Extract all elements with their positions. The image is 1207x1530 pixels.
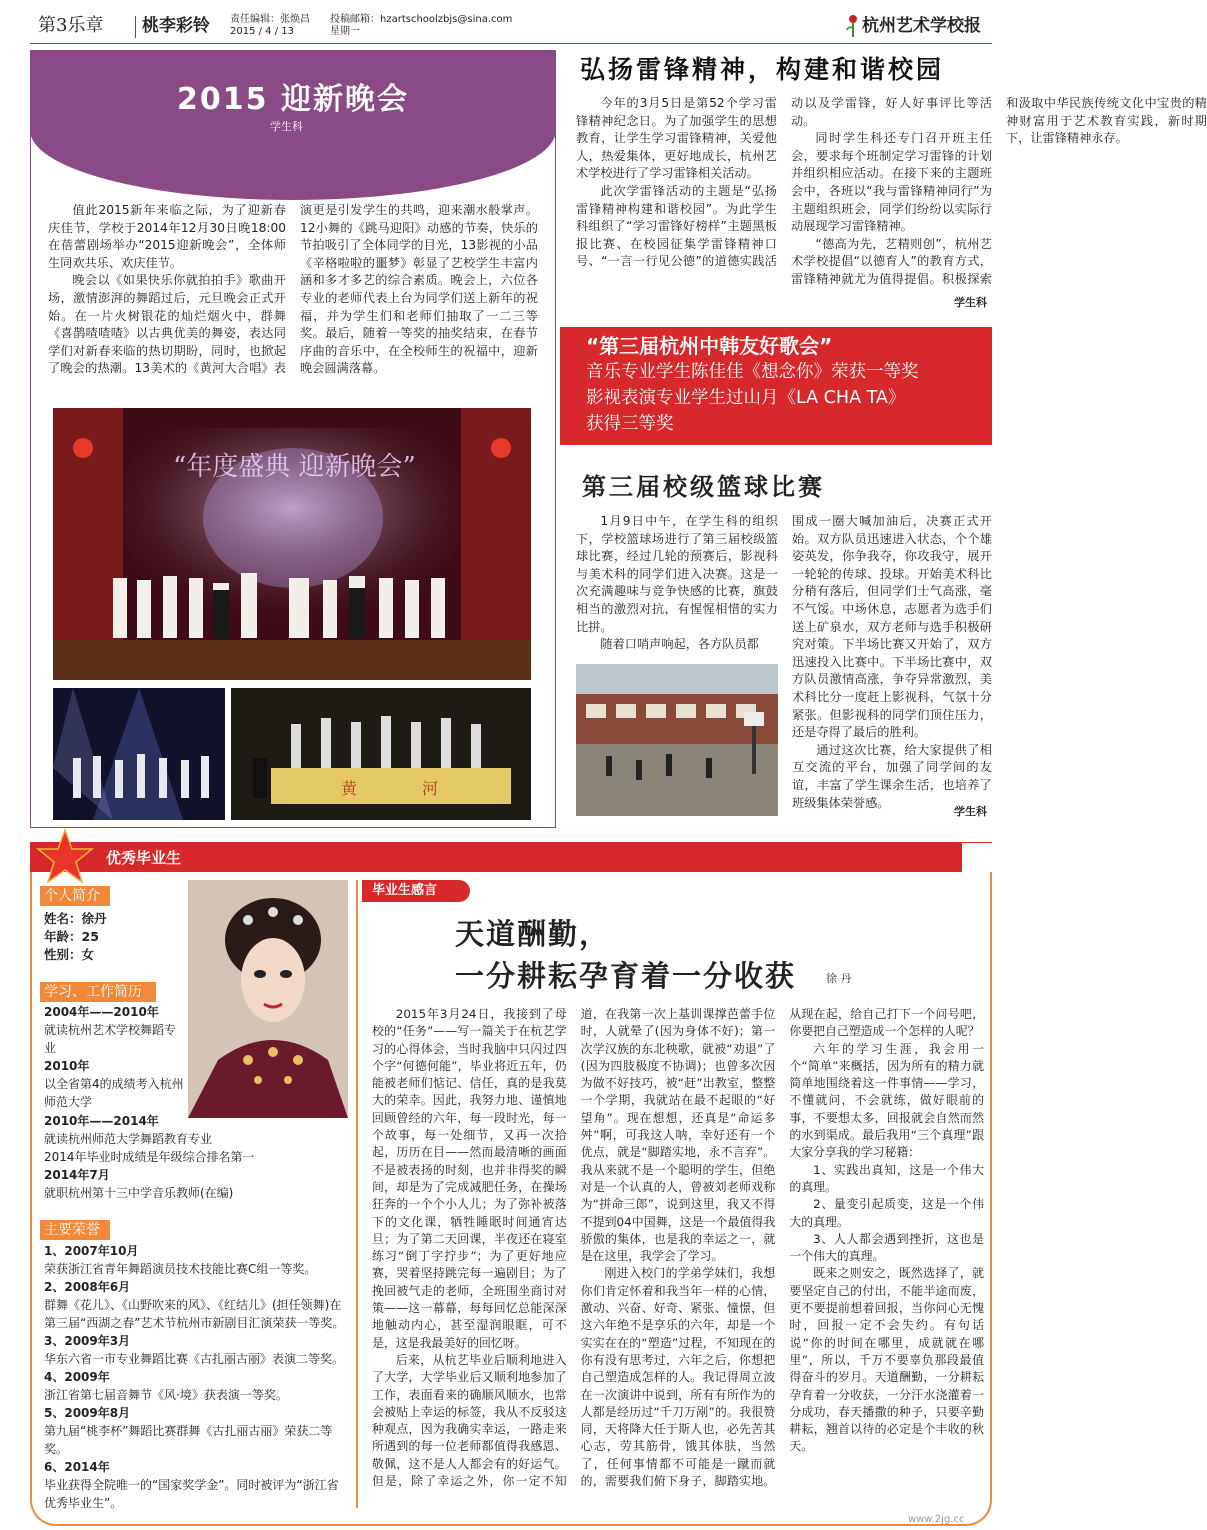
school-name: 杭州艺术学校报 [862, 16, 981, 36]
basketball-col2: 围成一圈大喊加油后，决赛正式开始。双方队员迅速进入状态，个个雄姿英发，你争我夺，你攻我守，展开一轮轮的传球、投球。开始美术科比分稍有落后，但同学们士气高涨，毫不气馁。中场休息，志愿者为选手们送上矿泉水，双方老师与选手积极研究对策。下半场比赛又开始了，双方迅速投入比赛中。下半场比赛中，双方队员激情高涨，争夺异常激烈，美术科比分一度赶上影视科，气氛十分紧张。但影视科的同学们顶住压力，还是夺得了最后的胜利。 通过这次比赛，给大家提供了相互交流的平台，加强了同学间的友谊，丰富了学生课余生活，也培养了班级集体荣誉感。 [792, 514, 992, 810]
divider-line [135, 16, 136, 38]
gala-stage-photo [53, 408, 531, 680]
basketball-col1: 1月9日中午，在学生科的组织下，学校篮球场进行了第三届校级篮球比赛，经过几轮的预赛后，影视科与美术科的同学们进入决赛。这是一次充满趣味与竞争快感的比赛，旗鼓相当的激烈对抗，有惺惺相惜的实力比拼。 随着口哨声响起，各方队员都 [576, 514, 778, 652]
newyear-byline: 学生科 [270, 120, 303, 133]
gala-yellow-river-photo [231, 688, 531, 820]
leifeng-byline: 学生科 [954, 296, 987, 309]
basketball-photo [576, 664, 778, 816]
history-list-continued: 2010年——2014年 就读杭州师范大学舞蹈教育专业 2014年毕业时成绩是年级综合排名第一 2014年7月 就职杭州第十三中学音乐教师(在编) [44, 1114, 255, 1200]
editor-info: 责任编辑：张焕昌 2015 / 4 / 13 [230, 14, 310, 37]
essay-title-1: 天道酬勤， [455, 917, 611, 951]
profile-head: 个人简介 [40, 886, 110, 906]
essay-body: 2015年3月24日，我接到了母校的“任务”——写一篇关于在杭艺学习的心得体会，当时我脑中只闪过四个字“何德何能”，毕业将近五年，仍能被老师们惦记、信任，真的是我莫大的荣幸。因此，我努力地、谨慎地回顾曾经的六年，每一段时光，每一个故事，每一处细节，又再一次拾起，历历在目——然而最清晰的画面不是被表扬的时刻，也并非得奖的瞬间，却是为了完成减肥任务，在操场狂奔的一个个小人儿；为了弥补被落下的文化课，牺牲睡眠时间通宵达旦；为了第二天回课，半夜还在寝室练习“倒丁字拧步”；为了更好地应赛，哭着坚持跳完每一遍剧目；为了挽回被气走的老师，全班围坐商讨对策——这一幕幕，每每回忆总能深深地触动内心，甚至湿润眼眶，可不是，这是我最美好的回忆呀。 后来，从杭艺毕业后顺利地进入了大学，大学毕业后又顺利地参加了工作，表面看来的确顺风顺水，也常会被贴上幸运的标签，我从不反驳这种观点，因为我确实幸运，一路走来所遇到的每一位老师都值得我感恩、敬佩，这不是人人都会有的好运气。但是，除了幸运之外，你一定不知道，在我第一次上基训课撑芭蕾手位时，人就晕了(因为身体不好)；第一次学汉族的东北秧歌，就被“劝退”了(因为四肢极度不协调)；也曾多次因为做不好技巧，被“赶”出教室，整整一个学期，我就站在最不起眼的“好望角”。现在想想，还真是“命运多舛”啊，可我这人呐，幸好还有一个优点，就是“脚踏实地，永不言弃”。我从来就不是一个聪明的学生，但绝对是一个认真的人，曾被刘老师戏称为“拼命三郎”，说到这里，我又不得不提到04中国舞，这是一个最值得我骄傲的集体，也是我的幸运之一，就是在这里，我学会了学习。 刚进入校门的学弟学妹们，我想你们肯定怀着和我当年一样的心情，激动、兴奋、好奇、紧张、憧憬，但这六年绝不是享乐的六年，却是一个实实在在的“塑造”过程，不知现在的你有没有思考过，六年之后，你想把自己塑造成怎样的人。我记得周立波在一次演讲中说到，所有有所作为的人都是经历过“千刀万剐”的。我很赞同，天将降大任于斯人也，必先苦其心志，劳其筋骨，饿其体肤，当然了，任何事情都不可能是一蹴而就的，需要我们俯下身子，脚踏实地。从现在起，给自己打下一个问号吧，你要把自己塑造成一个怎样的人呢？ 六年的学习生涯，我会用一个“简单”来概括，因为所有的精力就简单地围绕着这一件事情——学习，不懂就问，不会就练，做好眼前的事，不要想太多，回报就会自然而然的水到渠成。最后我用“三个真理”跟大家分享我的学习秘籍： 1、实践出真知，这是一个伟大的真理。 2、量变引起质变，这是一个伟大的真理。 3、人人都会遇到挫折，这也是一个伟大的真理。 既来之则安之，既然选择了，就要坚定自己的付出，不能半途而废，更不要提前想着回报，当你问心无愧时，回报一定不会失约。有句话说“你的时间在哪里，成就就在哪里”，所以，千万不要辜负那段最值得奋斗的岁月。天道酬勤，一分耕耘孕育着一分收获，一分汗水浇灌着一分成功，春天播撒的种子，只要辛勤耕耘，翘首以待的必定是个丰收的秋天。 [372, 1007, 984, 1489]
graduate-section-bar-tail [962, 842, 992, 872]
honor-list: 1、2007年10月 荣获浙江省青年舞蹈演员技术技能比赛C组一等奖。 2、2008年6月 群舞《花儿》、《山野吹来的风》、《红结儿》(担任领舞)在第三届“西湖之春”艺术节杭州市新剧目汇演荣获一等奖。 3、2009年3月 华东六省一市专业舞蹈比赛《古扎丽古丽》表演二等奖。 4、2009年 浙江省第七届音舞节《风·境》获表演一等奖。 5、2009年8月 第九届“桃李杯”舞蹈比赛群舞《古扎丽古丽》荣获二等奖。 6、2014年 毕业获得全院唯一的“国家奖学金”。同时被评为“浙江省优秀毕业生”。 [44, 1244, 345, 1510]
gala-banner-text: “年度盛典 迎新晚会” [173, 452, 416, 482]
korea-title: “第三届杭州中韩友好歌会” [586, 334, 833, 358]
column-name: 桃李彩铃 [142, 16, 210, 36]
star-icon [36, 828, 94, 886]
leifeng-title: 弘扬雷锋精神，构建和谐校园 [580, 55, 945, 84]
honor-head: 主要荣誉 [40, 1220, 110, 1240]
newyear-title: 2015 迎新晚会 [177, 82, 409, 117]
korea-award-banner [560, 327, 992, 445]
section-number: 第3乐章 [38, 15, 104, 36]
korea-line-2: 影视表演专业学生过山月《LA CHA TA》 [586, 388, 906, 408]
watermark: www.2jg.cc [908, 1514, 965, 1525]
basketball-title: 第三届校级篮球比赛 [582, 472, 825, 501]
yellow-river-scroll-text: 黄 河 [341, 779, 469, 798]
korea-line-1: 音乐专业学生陈佳佳《想念你》荣获一等奖 [586, 362, 919, 382]
graduate-portrait-photo [188, 880, 348, 1118]
history-head: 学习、工作简历 [40, 982, 156, 1002]
basketball-byline: 学生科 [954, 805, 987, 818]
essay-title-2: 一分耕耘孕育着一分收获 [455, 959, 797, 993]
newyear-article: 值此2015新年来临之际，为了迎新春庆佳节，学校于2014年12月30日晚18:00在蓓蕾剧场举办“2015迎新晚会”，全体师生同欢共乐、欢庆佳节。 晚会以《如果快乐你就拍拍手》歌曲开场，激情澎湃的舞蹈过后，元旦晚会正式开始。在一片火树银花的灿烂烟火中，群舞《喜鹊喳喳喳》以古典优美的舞姿，表达同学们对新春来临的热切期盼，同时，也掀起了晚会的热潮。13美术的《黄河大合唱》表演更是引发学生的共鸣，迎来潮水般掌声。12小舞的《跳马迎阳》动感的节奏，快乐的节拍吸引了全体同学的目光，13影视的小品《辛格啦啦的噩梦》彰显了艺校学生丰富内涵和多才多艺的综合素质。晚会上，六位各专业的老师代表上台为同学们送上新年的祝福，并为学生们和老师们抽取了一二三等奖。最后，随着一等奖的抽奖结束，在春节序曲的音乐中，在全校师生的祝福中，迎新晚会圆满落幕。 [48, 203, 538, 376]
leifeng-article: 今年的3月5日是第52个学习雷锋精神纪念日。为了加强学生的思想教育，让学生学习雷锋精神，关爱他人，热爱集体，更好地成长，杭州艺术学校进行了学习雷锋相关活动。 此次学雷锋活动的主题是“弘扬雷锋精神构建和谐校园”。为此学生科组织了“学习雷锋好榜样”主题黑板报比赛、在校园征集学雷锋精神口号、“一言一行见公德”的道德实践活动以及学雷锋，好人好事评比等活动。 同时学生科还专门召开班主任会，要求每个班制定学习雷锋的计划并组织相应活动。在接下来的主题班会中，各班以“我与雷锋精神同行”为主题组织班会，同学们纷纷以实际行动展现学习雷锋精神。 “德高为先，艺精则创”，杭州艺术学校提倡“以德育人”的教育方式，雷锋精神就尤为值得提倡。积极探索和汲取中华民族传统文化中宝贵的精神财富用于艺术教育实践，新时期下，让雷锋精神永存。 [576, 96, 1207, 286]
essay-author: 徐 丹 [826, 972, 852, 985]
profile-info: 姓名：徐丹 年龄：25 性别：女 [44, 911, 107, 962]
essay-tag: 毕业生感言 [362, 880, 470, 902]
history-list: 2004年——2010年 就读杭州艺术学校舞蹈专业 2010年 以全省第4的成绩考入杭州师范大学 [44, 1005, 184, 1109]
korea-line-3: 获得三等奖 [586, 414, 674, 434]
graduate-divider [356, 880, 358, 1508]
email-info: 投稿邮箱：hzartschoolzbjs@sina.com 星期一 [330, 14, 513, 37]
gala-dance-photo [53, 688, 225, 820]
school-logo-icon [846, 14, 860, 38]
graduate-section-title: 优秀毕业生 [106, 849, 182, 867]
masthead [30, 8, 992, 44]
